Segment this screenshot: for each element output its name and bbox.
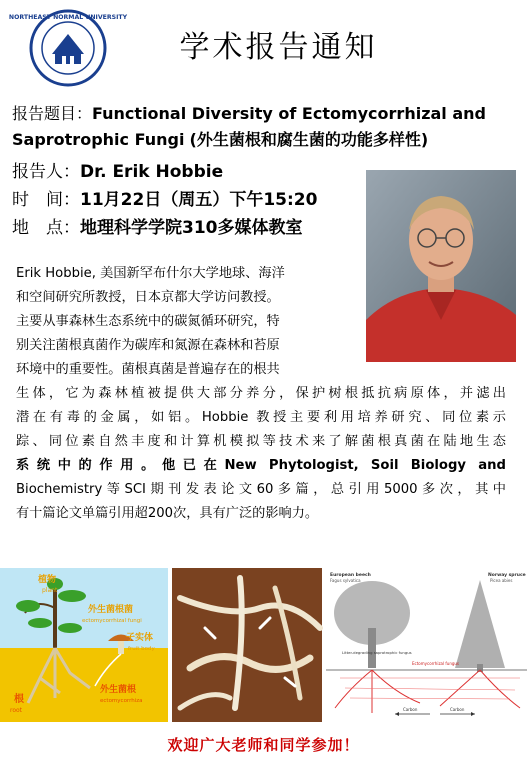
bio-line: 和空间研究所教授，日本京都大学访问教授。: [16, 290, 280, 305]
topic-en-2: Saprotrophic Fungi: [12, 130, 185, 149]
spruce-title: Norway spruce: [488, 573, 526, 578]
mycorrhiza-diagram: [0, 568, 168, 722]
beech-subtitle: Fagus sylvatica: [330, 578, 361, 583]
bio-line: 环境中的重要性。菌根真菌是普遍存在的根共: [16, 362, 280, 377]
bio-line: Biochemistry等SCI期刊发表论文60多篇，总引用5000多次，其中: [16, 482, 506, 497]
speaker-line: [12, 162, 223, 182]
plant-cn-label: 植物: [38, 575, 57, 585]
place-label: 地 点：: [12, 218, 80, 238]
bio-line: 主要从事森林生态系统中的碳氮循环研究，特: [16, 314, 280, 329]
welcome-footer: 欢迎广大老师和同学参加！: [167, 736, 360, 754]
logo-text: NORTHEAST NORMAL UNIVERSITY: [8, 14, 128, 21]
time-label: 时 间：: [12, 190, 80, 210]
bio-line: 系统中的作用。他已在New Phytologist, Soil Biology and: [16, 458, 506, 473]
spruce-subtitle: Picea abies: [490, 578, 513, 583]
topic-line-1: [12, 104, 486, 124]
ecm-fungi-cn-label: 外生菌根菌: [88, 605, 134, 615]
carbon-left-label: Carbon: [403, 707, 418, 712]
bio-line: 别关注菌根真菌作为碳库和氮源在森林和苔原: [16, 338, 280, 353]
bio-line: 潜在有毒的金属，如铝。Hobbie 教授主要利用培养研究、同位素示: [16, 410, 506, 425]
litter-fungus-label: Litter-degrading saprotrophic fungus: [342, 650, 412, 655]
speaker-label: 报告人：: [12, 162, 80, 182]
fruit-body-en-label: fruit body: [128, 646, 155, 652]
speaker-name: Dr. Erik Hobbie: [80, 162, 224, 182]
root-en-label: root: [10, 707, 23, 714]
root-tips-photo: [172, 568, 322, 722]
topic-en-1: Functional Diversity of Ectomycorrhizal and: [92, 104, 486, 123]
illustration-strip: [0, 568, 527, 722]
topic-label: 报告题目：: [12, 104, 93, 123]
forest-carbon-diagram: [326, 568, 527, 722]
speaker-photo: [366, 170, 516, 362]
ectomycorrhiza-cn-label: 外生菌根: [100, 685, 137, 695]
time-line: [12, 190, 317, 210]
bio-line: Erik Hobbie, 美国新罕布什尔大学地球、海洋: [16, 266, 285, 281]
bio-line: 踪、同位素自然丰度和计算机模拟等技术来了解菌根真菌在陆地生态: [16, 434, 506, 449]
plant-en-label: plant: [42, 587, 58, 594]
ecm-fungi-en-label: ectomycorrhizal fungi: [82, 618, 142, 624]
topic-cn: (外生菌根和腐生菌的功能多样性): [189, 130, 429, 149]
carbon-right-label: Carbon: [450, 707, 465, 712]
beech-title: European beech: [330, 573, 371, 578]
page-title: 学术报告通知: [179, 30, 378, 65]
place-value: 地理科学学院310多媒体教室: [80, 218, 303, 238]
fruit-body-cn-label: 子实体: [126, 633, 154, 643]
time-value: 11月22日（周五）下午15:20: [80, 190, 318, 210]
ectomycorrhiza-en-label: ectomycorrhiza: [100, 698, 143, 704]
topic-line-2: [12, 130, 428, 150]
bio-line: 生体，它为森林植被提供大部分养分，保护树根抵抗病原体，并滤出: [16, 386, 506, 401]
bio-line: 有十篇论文单篇引用超200次，具有广泛的影响力。: [16, 506, 319, 521]
place-line: [12, 218, 303, 238]
root-cn-label: 根: [14, 694, 24, 705]
ecm-fungus-label: Ectomycorrhizal fungus: [412, 661, 460, 666]
